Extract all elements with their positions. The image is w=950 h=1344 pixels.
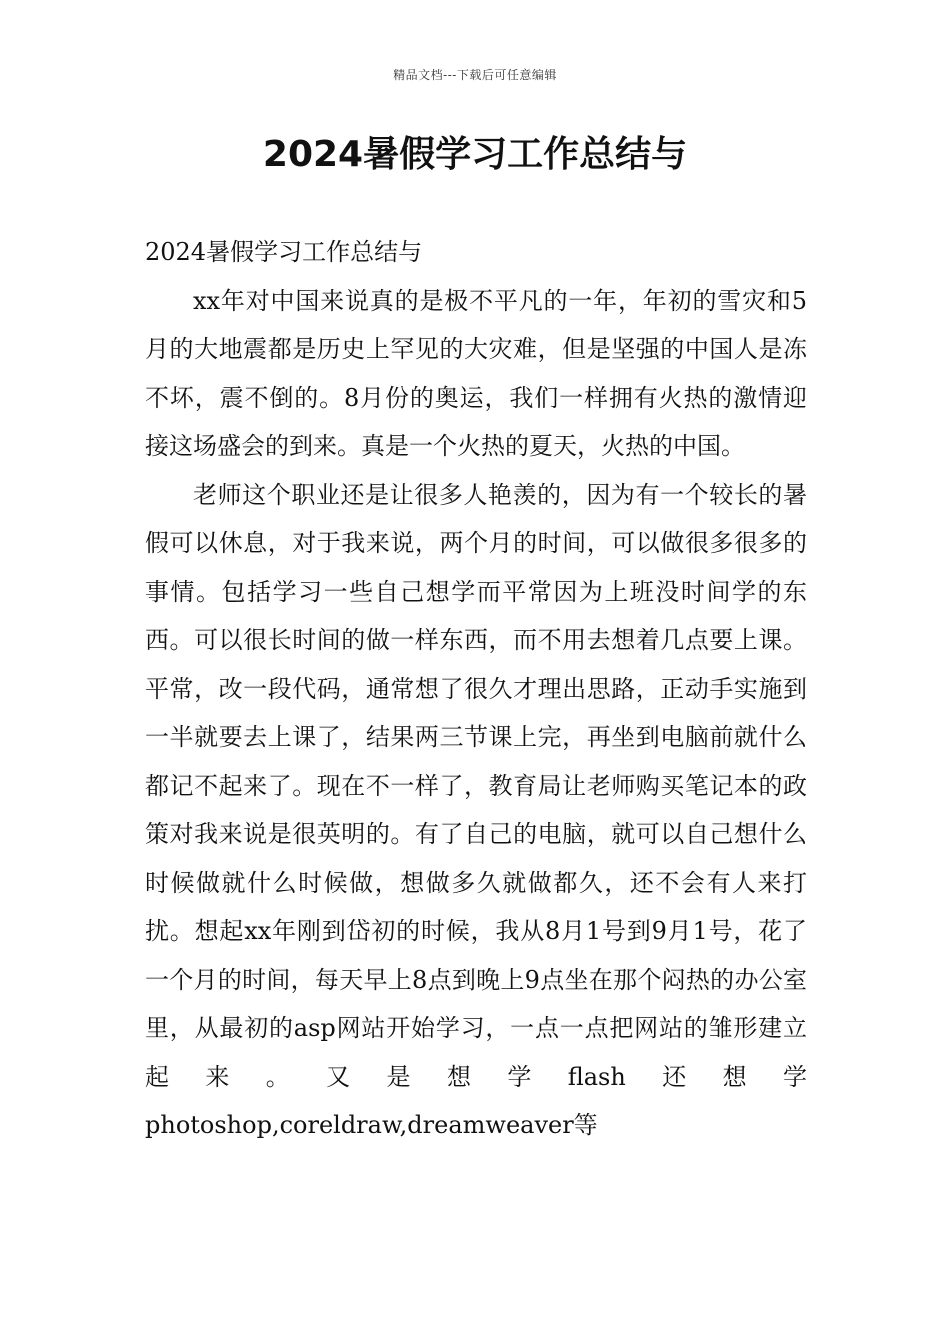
document-title: 2024暑假学习工作总结与 bbox=[262, 134, 688, 175]
paragraph-1: xx年对中国来说真的是极不平凡的一年，年初的雪灾和5月的大地震都是历史上罕见的大灾难，但是坚强的中国人是冻不坏，震不倒的。8月份的奥运，我们一样拥有火热的激情迎接这场盛会的到来。真是一个火热的夏天，火热的中国。 bbox=[145, 286, 807, 460]
paragraph-2: 老师这个职业还是让很多人艳羡的，因为有一个较长的暑假可以休息，对于我来说，两个月的时间，可以做很多很多的事情。包括学习一些自己想学而平常因为上班没时间学的东西。可以很长时间的做一样东西，而不用去想着几点要上课。平常，改一段代码，通常想了很久才理出思路，正动手实施到一半就要去上课了，结果两三节课上完，再坐到电脑前就什么都记不起来了。现在不一样了，教育局让老师购买笔记本的政策对我来说是很英明的。有了自己的电脑，就可以自己想什么时候做就什么时候做，想做多久就做都久，还不会有人来打扰。想起xx年刚到岱初的时候，我从8月1号到9月1号，花了一个月的时间，每天早上8点到晚上9点坐在那个闷热的办公室里，从最初的asp网站开始学习，一点一点把网站的雏形建立起来。又是想学flash还想学photoshop,coreldraw,dreamweaver等 bbox=[145, 480, 807, 1139]
document-subtitle: 2024暑假学习工作总结与 bbox=[145, 238, 423, 266]
document-body bbox=[145, 228, 807, 1150]
header-note: 精品文档---下载后可任意编辑 bbox=[393, 68, 557, 82]
